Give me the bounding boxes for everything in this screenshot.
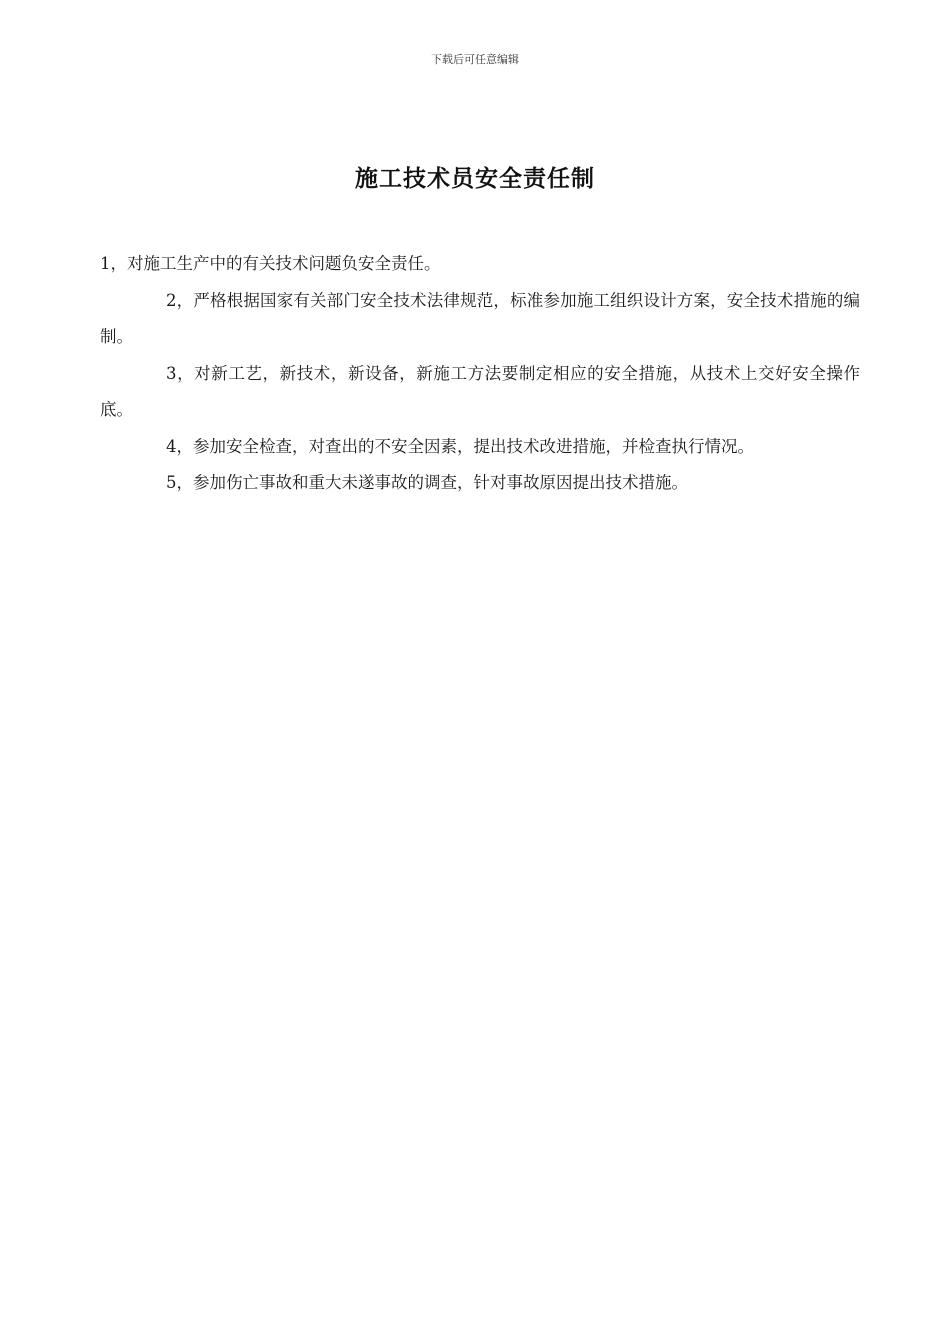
paragraph-3: 3，对新工艺，新技术，新设备，新施工方法要制定相应的安全措施，从技术上交好安全操作底。 xyxy=(100,363,860,419)
document-title: 施工技术员安全责任制 xyxy=(355,165,595,192)
paragraph-1: 1，对施工生产中的有关技术问题负安全责任。 xyxy=(100,254,441,273)
paragraph-2: 2，严格根据国家有关部门安全技术法律规范，标准参加施工组织设计方案，安全技术措施的编制。 xyxy=(100,290,860,346)
paragraph-4: 4，参加安全检查，对查出的不安全因素，提出技术改进措施，并检查执行情况。 xyxy=(166,436,754,456)
paragraph-5: 5，参加伤亡事故和重大未遂事故的调查，针对事故原因提出技术措施。 xyxy=(166,473,688,492)
document-body xyxy=(100,246,860,502)
page-header-note: 下载后可任意编辑 xyxy=(431,53,519,66)
